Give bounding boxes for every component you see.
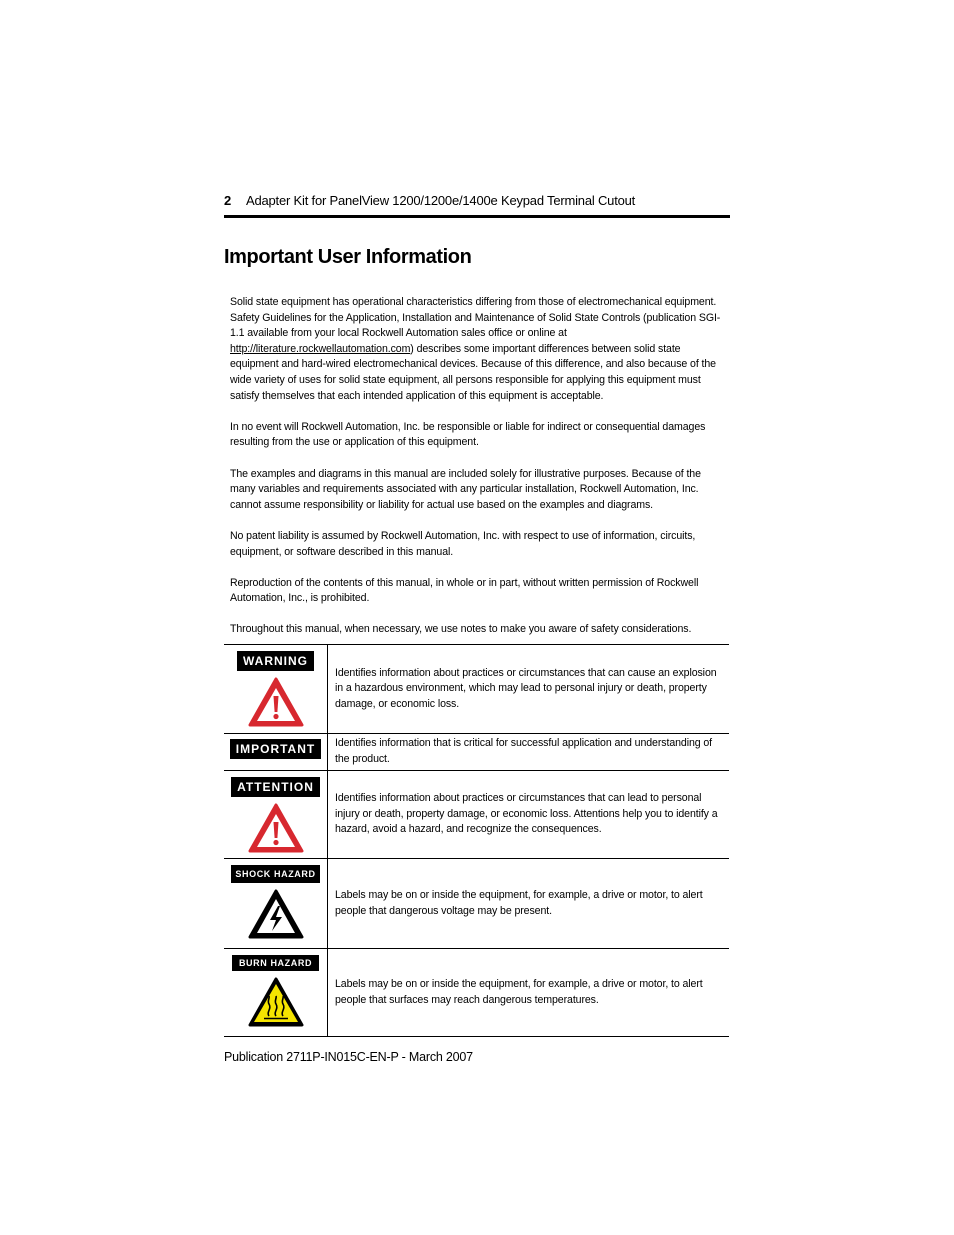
important-label: IMPORTANT bbox=[230, 739, 321, 759]
attention-text: Identifies information about practices or circumstances that can lead to personal injury or death, property damage, or economic loss. Attentions help you to identify a hazard, avoid a hazard, and recognize the consequences. bbox=[328, 771, 730, 859]
running-title: Adapter Kit for PanelView 1200/1200e/1400e Keypad Terminal Cutout bbox=[246, 193, 636, 208]
paragraph-solid-state bbox=[230, 295, 726, 404]
warning-text: Identifies information about practices or circumstances that can cause an explosion in a hazardous environment, which may lead to personal injury or death, property damage, or economic loss. bbox=[328, 645, 730, 734]
publication-footer: Publication 2711P-IN015C-EN-P - March 2007 bbox=[224, 1050, 473, 1064]
shock-hazard-label: SHOCK HAZARD bbox=[231, 865, 319, 883]
important-text: Identifies information that is critical for successful application and understanding of the product. bbox=[328, 734, 730, 771]
warning-label: WARNING bbox=[237, 651, 314, 671]
paragraph-text: Solid state equipment has operational characteristics differing from those of electromechanical equipment. Safety Guidelines for the Application, Installation and Maintenance of Solid State Controls (publication SGI-1.1 available from your local Rockwell Automation sales office or online at bbox=[230, 296, 721, 340]
body-text bbox=[230, 295, 726, 654]
note-row-shock-hazard bbox=[224, 859, 729, 949]
section-heading: Important User Information bbox=[224, 246, 472, 268]
paragraph-text: ) describes some important differences between solid state equipment and hard-wired electromechanical devices. Because of this difference, and also because of the wide variety of uses for solid state equipment, all persons responsible for applying this equipment must satisfy themselves that each intended application of this equipment is acceptable. bbox=[230, 342, 716, 402]
paragraph-liability: In no event will Rockwell Automation, Inc. be responsible or liable for indirect or consequential damages resulting from the use or application of this equipment. bbox=[230, 420, 706, 449]
note-row-important bbox=[224, 734, 729, 771]
burn-hazard-text: Labels may be on or inside the equipment, for example, a drive or motor, to alert people that surfaces may reach dangerous temperatures. bbox=[328, 949, 730, 1037]
warning-triangle-icon bbox=[247, 676, 305, 728]
literature-link[interactable]: http://literature.rockwellautomation.com bbox=[230, 342, 411, 355]
burn-hazard-icon bbox=[247, 976, 305, 1028]
note-row-warning bbox=[224, 645, 729, 734]
shock-hazard-text: Labels may be on or inside the equipment, for example, a drive or motor, to alert people that dangerous voltage may be present. bbox=[328, 859, 730, 949]
paragraph-examples: The examples and diagrams in this manual are included solely for illustrative purposes. Because of the many variables and requirements associated with any particular installation, Rockwell Automation, Inc. cannot assume responsibility or liability for actual use based on the examples and diagrams. bbox=[230, 467, 701, 511]
attention-label: ATTENTION bbox=[231, 777, 320, 797]
safety-notes-table bbox=[224, 644, 729, 1037]
shock-hazard-icon bbox=[247, 888, 305, 940]
paragraph-notes-intro: Throughout this manual, when necessary, we use notes to make you aware of safety considerations. bbox=[230, 623, 692, 636]
attention-triangle-icon bbox=[247, 802, 305, 854]
burn-hazard-label: BURN HAZARD bbox=[232, 955, 319, 971]
paragraph-patent: No patent liability is assumed by Rockwell Automation, Inc. with respect to use of information, circuits, equipment, or software described in this manual. bbox=[230, 529, 696, 558]
note-row-attention bbox=[224, 771, 729, 859]
paragraph-reproduction: Reproduction of the contents of this manual, in whole or in part, without written permission of Rockwell Automation, Inc., is prohibited. bbox=[230, 576, 699, 605]
note-row-burn-hazard bbox=[224, 949, 729, 1037]
header-rule bbox=[224, 215, 730, 218]
page-number: 2 bbox=[224, 193, 232, 208]
